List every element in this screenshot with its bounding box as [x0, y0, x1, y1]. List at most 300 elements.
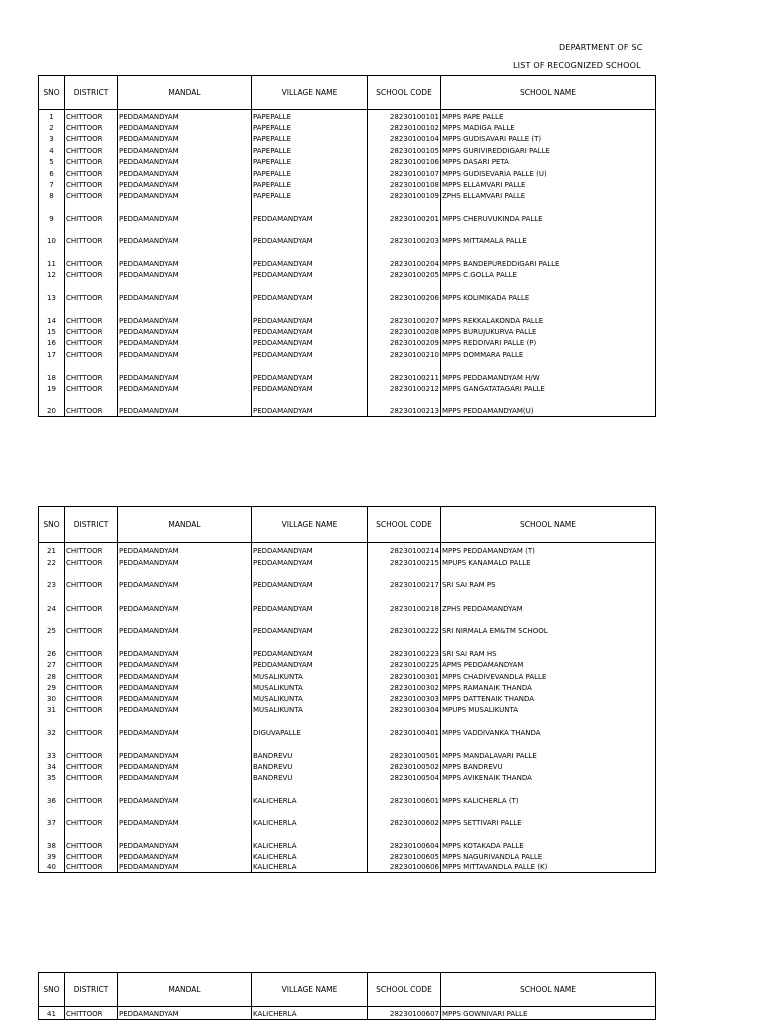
mandal-cell: PEDDAMANDYAM — [118, 246, 252, 269]
sno-cell: 34 — [39, 761, 65, 772]
sno-cell: 3 — [39, 133, 65, 144]
mandal-cell: PEDDAMANDYAM — [118, 693, 252, 704]
district-cell: CHITTOOR — [65, 269, 118, 280]
mandal-cell: PEDDAMANDYAM — [118, 614, 252, 636]
school-name-cell: MPPS KOLIMIKADA PALLE — [441, 280, 656, 303]
table-row — [39, 201, 656, 224]
school-code-cell: 28230100225 — [368, 659, 441, 670]
village-cell: PAPEPALLE — [252, 167, 368, 179]
mandal-cell: PEDDAMANDYAM — [118, 851, 252, 862]
sno-cell: 7 — [39, 179, 65, 190]
village-cell: PEDDAMANDYAM — [252, 269, 368, 280]
table-row — [39, 224, 656, 246]
sno-cell: 27 — [39, 659, 65, 670]
table-row — [39, 133, 656, 144]
mandal-cell: PEDDAMANDYAM — [118, 360, 252, 383]
sno-cell: 12 — [39, 269, 65, 280]
village-cell: PEDDAMANDYAM — [252, 614, 368, 636]
school-code-cell: 28230100104 — [368, 133, 441, 144]
school-code-cell: 28230100303 — [368, 693, 441, 704]
school-code-cell: 28230100108 — [368, 179, 441, 190]
sno-cell: 24 — [39, 590, 65, 614]
mandal-cell: PEDDAMANDYAM — [118, 190, 252, 201]
district-cell: CHITTOOR — [65, 348, 118, 360]
village-cell: PEDDAMANDYAM — [252, 360, 368, 383]
school-name-cell: MPPS C.GOLLA PALLE — [441, 269, 656, 280]
table-row — [39, 144, 656, 156]
school-name-cell: MPPS MITTAVANDLA PALLE (K) — [441, 862, 656, 873]
table-row — [39, 704, 656, 715]
village-cell: PEDDAMANDYAM — [252, 246, 368, 269]
district-header: DISTRICT — [65, 76, 118, 110]
village-header: VILLAGE NAME — [252, 76, 368, 110]
school-name-cell: MPPS DOMMARA PALLE — [441, 348, 656, 360]
village-cell: PEDDAMANDYAM — [252, 326, 368, 337]
school-name-cell: MPPS PEDDAMANDYAM(U) — [441, 394, 656, 417]
school-code-cell: 28230100606 — [368, 862, 441, 873]
school-name-cell: MPPS REDDIVARI PALLE (P) — [441, 337, 656, 348]
village-cell: PEDDAMANDYAM — [252, 201, 368, 224]
district-cell: CHITTOOR — [65, 556, 118, 568]
school-code-cell: 28230100604 — [368, 828, 441, 851]
school-code-cell: 28230100504 — [368, 772, 441, 783]
district-cell: CHITTOOR — [65, 828, 118, 851]
school-name-cell: MPPS MADIGA PALLE — [441, 122, 656, 133]
table-row — [39, 851, 656, 862]
village-cell: PAPEPALLE — [252, 190, 368, 201]
mandal-cell: PEDDAMANDYAM — [118, 715, 252, 738]
school-name-cell: ZPHS ELLAMVARI PALLE — [441, 190, 656, 201]
sno-cell: 10 — [39, 224, 65, 246]
school-code-cell: 28230100304 — [368, 704, 441, 715]
school-name-cell: MPPS PEDDAMANDYAM (T) — [441, 543, 656, 556]
village-cell: BANDREVU — [252, 738, 368, 761]
district-cell: CHITTOOR — [65, 360, 118, 383]
mandal-cell: PEDDAMANDYAM — [118, 704, 252, 715]
district-cell: CHITTOOR — [65, 394, 118, 417]
table-row — [39, 806, 656, 828]
school-code-cell: 28230100212 — [368, 383, 441, 394]
mandal-cell: PEDDAMANDYAM — [118, 133, 252, 144]
district-cell: CHITTOOR — [65, 133, 118, 144]
sno-cell: 41 — [39, 1007, 65, 1020]
sno-cell: 2 — [39, 122, 65, 133]
mandal-cell: PEDDAMANDYAM — [118, 337, 252, 348]
sno-cell: 16 — [39, 337, 65, 348]
table-row — [39, 636, 656, 659]
table-row — [39, 280, 656, 303]
mandal-cell: PEDDAMANDYAM — [118, 280, 252, 303]
school-name-cell: MPPS ELLAMVARI PALLE — [441, 179, 656, 190]
village-cell: PEDDAMANDYAM — [252, 383, 368, 394]
village-cell: MUSALIKUNTA — [252, 670, 368, 682]
district-cell: CHITTOOR — [65, 167, 118, 179]
school-code-cell: 28230100211 — [368, 360, 441, 383]
sno-cell: 35 — [39, 772, 65, 783]
sno-cell: 1 — [39, 110, 65, 122]
table-row — [39, 783, 656, 806]
district-cell: CHITTOOR — [65, 783, 118, 806]
village-cell: PEDDAMANDYAM — [252, 394, 368, 417]
mandal-cell: PEDDAMANDYAM — [118, 110, 252, 122]
header-row — [39, 973, 656, 1007]
header-row — [39, 76, 656, 110]
school-name-cell: APMS PEDDAMANDYAM — [441, 659, 656, 670]
village-cell: DIGUVAPALLE — [252, 715, 368, 738]
table-row — [39, 862, 656, 873]
village-cell: PAPEPALLE — [252, 156, 368, 167]
sno-cell: 30 — [39, 693, 65, 704]
district-cell: CHITTOOR — [65, 246, 118, 269]
mandal-header: MANDAL — [118, 507, 252, 543]
school-code-cell: 28230100601 — [368, 783, 441, 806]
district-cell: CHITTOOR — [65, 280, 118, 303]
school-name-cell: MPPS CHADIVEVANDLA PALLE — [441, 670, 656, 682]
village-cell: KALICHERLA — [252, 828, 368, 851]
school-code-cell: 28230100107 — [368, 167, 441, 179]
school-code-cell: 28230100218 — [368, 590, 441, 614]
table-row — [39, 715, 656, 738]
village-cell: PEDDAMANDYAM — [252, 556, 368, 568]
district-cell: CHITTOOR — [65, 693, 118, 704]
sno-cell: 39 — [39, 851, 65, 862]
table-row — [39, 190, 656, 201]
mandal-cell: PEDDAMANDYAM — [118, 167, 252, 179]
table-row — [39, 394, 656, 417]
mandal-cell: PEDDAMANDYAM — [118, 682, 252, 693]
school-code-cell: 28230100209 — [368, 337, 441, 348]
school-code-cell: 28230100501 — [368, 738, 441, 761]
mandal-cell: PEDDAMANDYAM — [118, 738, 252, 761]
mandal-cell: PEDDAMANDYAM — [118, 590, 252, 614]
sno-cell: 31 — [39, 704, 65, 715]
sno-cell: 9 — [39, 201, 65, 224]
sno-cell: 8 — [39, 190, 65, 201]
village-cell: MUSALIKUNTA — [252, 704, 368, 715]
school-code-cell: 28230100210 — [368, 348, 441, 360]
school-name-cell: SRI NIRMALA EM&TM SCHOOL — [441, 614, 656, 636]
village-cell: KALICHERLA — [252, 862, 368, 873]
village-cell: BANDREVU — [252, 772, 368, 783]
school-name-cell: MPPS DASARI PETA — [441, 156, 656, 167]
school-code-cell: 28230100102 — [368, 122, 441, 133]
sno-cell: 29 — [39, 682, 65, 693]
school-code-cell: 28230100502 — [368, 761, 441, 772]
school-name-header: SCHOOL NAME — [441, 76, 656, 110]
table-row — [39, 383, 656, 394]
mandal-cell: PEDDAMANDYAM — [118, 783, 252, 806]
mandal-cell: PEDDAMANDYAM — [118, 348, 252, 360]
sno-cell: 4 — [39, 144, 65, 156]
village-cell: KALICHERLA — [252, 806, 368, 828]
mandal-cell: PEDDAMANDYAM — [118, 179, 252, 190]
sno-cell: 32 — [39, 715, 65, 738]
school-table — [38, 75, 656, 417]
school-code-cell: 28230100106 — [368, 156, 441, 167]
mandal-cell: PEDDAMANDYAM — [118, 156, 252, 167]
district-cell: CHITTOOR — [65, 543, 118, 556]
table-row — [39, 590, 656, 614]
district-cell: CHITTOOR — [65, 122, 118, 133]
school-name-cell: MPPS GUDISEVARIA PALLE (U) — [441, 167, 656, 179]
table-row — [39, 156, 656, 167]
school-name-header: SCHOOL NAME — [441, 973, 656, 1007]
district-cell: CHITTOOR — [65, 761, 118, 772]
mandal-cell: PEDDAMANDYAM — [118, 806, 252, 828]
sno-cell: 38 — [39, 828, 65, 851]
school-name-cell: MPUPS KANAMALO PALLE — [441, 556, 656, 568]
table-row — [39, 772, 656, 783]
mandal-cell: PEDDAMANDYAM — [118, 772, 252, 783]
school-name-cell: MPPS GURIVIREDDIGARI PALLE — [441, 144, 656, 156]
mandal-cell: PEDDAMANDYAM — [118, 224, 252, 246]
table-row — [39, 659, 656, 670]
district-cell: CHITTOOR — [65, 715, 118, 738]
district-cell: CHITTOOR — [65, 179, 118, 190]
sno-cell: 40 — [39, 862, 65, 873]
school-code-header: SCHOOL CODE — [368, 973, 441, 1007]
sno-header: SNO — [39, 76, 65, 110]
sno-cell: 20 — [39, 394, 65, 417]
school-code-cell: 28230100301 — [368, 670, 441, 682]
district-cell: CHITTOOR — [65, 659, 118, 670]
mandal-cell: PEDDAMANDYAM — [118, 201, 252, 224]
table-row — [39, 568, 656, 590]
village-cell: PAPEPALLE — [252, 133, 368, 144]
table-row — [39, 167, 656, 179]
table-row — [39, 303, 656, 326]
school-code-cell: 28230100215 — [368, 556, 441, 568]
mandal-cell: PEDDAMANDYAM — [118, 670, 252, 682]
sno-cell: 18 — [39, 360, 65, 383]
mandal-cell: PEDDAMANDYAM — [118, 862, 252, 873]
mandal-cell: PEDDAMANDYAM — [118, 543, 252, 556]
mandal-header: MANDAL — [118, 76, 252, 110]
table-row — [39, 360, 656, 383]
school-code-cell: 28230100302 — [368, 682, 441, 693]
table-row — [39, 828, 656, 851]
district-header: DISTRICT — [65, 973, 118, 1007]
school-code-cell: 28230100607 — [368, 1007, 441, 1020]
school-code-cell: 28230100602 — [368, 806, 441, 828]
village-cell: MUSALIKUNTA — [252, 682, 368, 693]
table-row — [39, 246, 656, 269]
school-name-header: SCHOOL NAME — [441, 507, 656, 543]
school-name-cell: MPPS SETTIVARI PALLE — [441, 806, 656, 828]
village-cell: PEDDAMANDYAM — [252, 659, 368, 670]
school-name-cell: MPPS PEDDAMANDYAM H/W — [441, 360, 656, 383]
district-cell: CHITTOOR — [65, 303, 118, 326]
mandal-cell: PEDDAMANDYAM — [118, 828, 252, 851]
school-code-cell: 28230100204 — [368, 246, 441, 269]
district-cell: CHITTOOR — [65, 636, 118, 659]
district-cell: CHITTOOR — [65, 144, 118, 156]
village-cell: KALICHERLA — [252, 1007, 368, 1020]
department-heading: DEPARTMENT OF SC — [559, 43, 643, 52]
school-code-cell: 28230100105 — [368, 144, 441, 156]
school-name-cell: MPPS MITTAMALA PALLE — [441, 224, 656, 246]
mandal-header: MANDAL — [118, 973, 252, 1007]
district-cell: CHITTOOR — [65, 704, 118, 715]
table-row — [39, 761, 656, 772]
village-cell: PEDDAMANDYAM — [252, 636, 368, 659]
school-code-cell: 28230100206 — [368, 280, 441, 303]
sno-cell: 33 — [39, 738, 65, 761]
sno-cell: 36 — [39, 783, 65, 806]
school-code-cell: 28230100605 — [368, 851, 441, 862]
school-name-cell: MPPS BURUJUKURVA PALLE — [441, 326, 656, 337]
sno-cell: 23 — [39, 568, 65, 590]
mandal-cell: PEDDAMANDYAM — [118, 761, 252, 772]
district-cell: CHITTOOR — [65, 1007, 118, 1020]
district-cell: CHITTOOR — [65, 156, 118, 167]
school-table — [38, 972, 656, 1020]
table-row — [39, 543, 656, 556]
village-header: VILLAGE NAME — [252, 973, 368, 1007]
village-cell: MUSALIKUNTA — [252, 693, 368, 704]
village-cell: PEDDAMANDYAM — [252, 280, 368, 303]
school-name-cell: SRI SAI RAM HS — [441, 636, 656, 659]
district-header: DISTRICT — [65, 507, 118, 543]
school-name-cell: MPPS RAMANAIK THANDA — [441, 682, 656, 693]
district-cell: CHITTOOR — [65, 337, 118, 348]
district-cell: CHITTOOR — [65, 383, 118, 394]
village-cell: PAPEPALLE — [252, 144, 368, 156]
sno-cell: 21 — [39, 543, 65, 556]
district-cell: CHITTOOR — [65, 772, 118, 783]
school-code-cell: 28230100205 — [368, 269, 441, 280]
school-code-cell: 28230100223 — [368, 636, 441, 659]
header-row — [39, 507, 656, 543]
village-cell: PEDDAMANDYAM — [252, 348, 368, 360]
mandal-cell: PEDDAMANDYAM — [118, 122, 252, 133]
mandal-cell: PEDDAMANDYAM — [118, 303, 252, 326]
school-name-cell: MPPS CHERUVUKINDA PALLE — [441, 201, 656, 224]
district-cell: CHITTOOR — [65, 568, 118, 590]
table-row — [39, 738, 656, 761]
mandal-cell: PEDDAMANDYAM — [118, 568, 252, 590]
table-row — [39, 179, 656, 190]
school-code-cell: 28230100109 — [368, 190, 441, 201]
sno-cell: 26 — [39, 636, 65, 659]
district-cell: CHITTOOR — [65, 670, 118, 682]
table-row — [39, 337, 656, 348]
mandal-cell: PEDDAMANDYAM — [118, 326, 252, 337]
school-code-cell: 28230100101 — [368, 110, 441, 122]
school-code-cell: 28230100201 — [368, 201, 441, 224]
school-name-cell: MPPS BANDEPUREDDIGARI PALLE — [441, 246, 656, 269]
village-cell: PAPEPALLE — [252, 122, 368, 133]
mandal-cell: PEDDAMANDYAM — [118, 394, 252, 417]
district-cell: CHITTOOR — [65, 326, 118, 337]
school-name-cell: MPPS BANDREVU — [441, 761, 656, 772]
school-code-cell: 28230100213 — [368, 394, 441, 417]
school-name-cell: MPPS REKKALAKONDA PALLE — [441, 303, 656, 326]
sno-cell: 5 — [39, 156, 65, 167]
school-code-cell: 28230100208 — [368, 326, 441, 337]
table-row — [39, 670, 656, 682]
sno-cell: 28 — [39, 670, 65, 682]
school-code-cell: 28230100222 — [368, 614, 441, 636]
list-title: LIST OF RECOGNIZED SCHOOL — [513, 61, 641, 70]
table-row — [39, 122, 656, 133]
school-name-cell: MPPS MANDALAVARI PALLE — [441, 738, 656, 761]
table-row — [39, 326, 656, 337]
table-row — [39, 348, 656, 360]
school-name-cell: ZPHS PEDDAMANDYAM — [441, 590, 656, 614]
village-cell: PEDDAMANDYAM — [252, 590, 368, 614]
village-cell: KALICHERLA — [252, 783, 368, 806]
school-code-cell: 28230100401 — [368, 715, 441, 738]
district-cell: CHITTOOR — [65, 682, 118, 693]
district-cell: CHITTOOR — [65, 201, 118, 224]
sno-cell: 13 — [39, 280, 65, 303]
school-code-header: SCHOOL CODE — [368, 507, 441, 543]
mandal-cell: PEDDAMANDYAM — [118, 556, 252, 568]
village-cell: PEDDAMANDYAM — [252, 224, 368, 246]
village-cell: PEDDAMANDYAM — [252, 303, 368, 326]
village-header: VILLAGE NAME — [252, 507, 368, 543]
village-cell: PEDDAMANDYAM — [252, 568, 368, 590]
village-cell: PAPEPALLE — [252, 110, 368, 122]
school-name-cell: MPPS NAGURIVANDLA PALLE — [441, 851, 656, 862]
district-cell: CHITTOOR — [65, 590, 118, 614]
district-cell: CHITTOOR — [65, 224, 118, 246]
table-row — [39, 556, 656, 568]
school-code-header: SCHOOL CODE — [368, 76, 441, 110]
sno-cell: 22 — [39, 556, 65, 568]
sno-cell: 6 — [39, 167, 65, 179]
school-name-cell: SRI SAI RAM PS — [441, 568, 656, 590]
sno-header: SNO — [39, 507, 65, 543]
school-name-cell: MPPS DATTENAIK THANDA — [441, 693, 656, 704]
table-row — [39, 1007, 656, 1020]
school-code-cell: 28230100214 — [368, 543, 441, 556]
school-code-cell: 28230100207 — [368, 303, 441, 326]
sno-cell: 17 — [39, 348, 65, 360]
table-row — [39, 110, 656, 122]
school-code-cell: 28230100217 — [368, 568, 441, 590]
district-cell: CHITTOOR — [65, 190, 118, 201]
table-row — [39, 693, 656, 704]
school-name-cell: MPPS PAPE PALLE — [441, 110, 656, 122]
district-cell: CHITTOOR — [65, 110, 118, 122]
district-cell: CHITTOOR — [65, 738, 118, 761]
school-name-cell: MPPS AVIKENAIK THANDA — [441, 772, 656, 783]
sno-cell: 25 — [39, 614, 65, 636]
sno-cell: 11 — [39, 246, 65, 269]
mandal-cell: PEDDAMANDYAM — [118, 269, 252, 280]
village-cell: BANDREVU — [252, 761, 368, 772]
school-name-cell: MPUPS MUSALIKUNTA — [441, 704, 656, 715]
table-row — [39, 614, 656, 636]
village-cell: PEDDAMANDYAM — [252, 543, 368, 556]
school-name-cell: MPPS GUDISAVARI PALLE (T) — [441, 133, 656, 144]
district-cell: CHITTOOR — [65, 614, 118, 636]
mandal-cell: PEDDAMANDYAM — [118, 659, 252, 670]
school-name-cell: MPPS KALICHERLA (T) — [441, 783, 656, 806]
school-name-cell: MPPS VADDIVANKA THANDA — [441, 715, 656, 738]
sno-cell: 14 — [39, 303, 65, 326]
school-table — [38, 506, 656, 873]
mandal-cell: PEDDAMANDYAM — [118, 636, 252, 659]
district-cell: CHITTOOR — [65, 851, 118, 862]
school-name-cell: MPPS KOTAKADA PALLE — [441, 828, 656, 851]
school-code-cell: 28230100203 — [368, 224, 441, 246]
village-cell: PEDDAMANDYAM — [252, 337, 368, 348]
village-cell: KALICHERLA — [252, 851, 368, 862]
school-name-cell: MPPS GOWNIVARI PALLE — [441, 1007, 656, 1020]
